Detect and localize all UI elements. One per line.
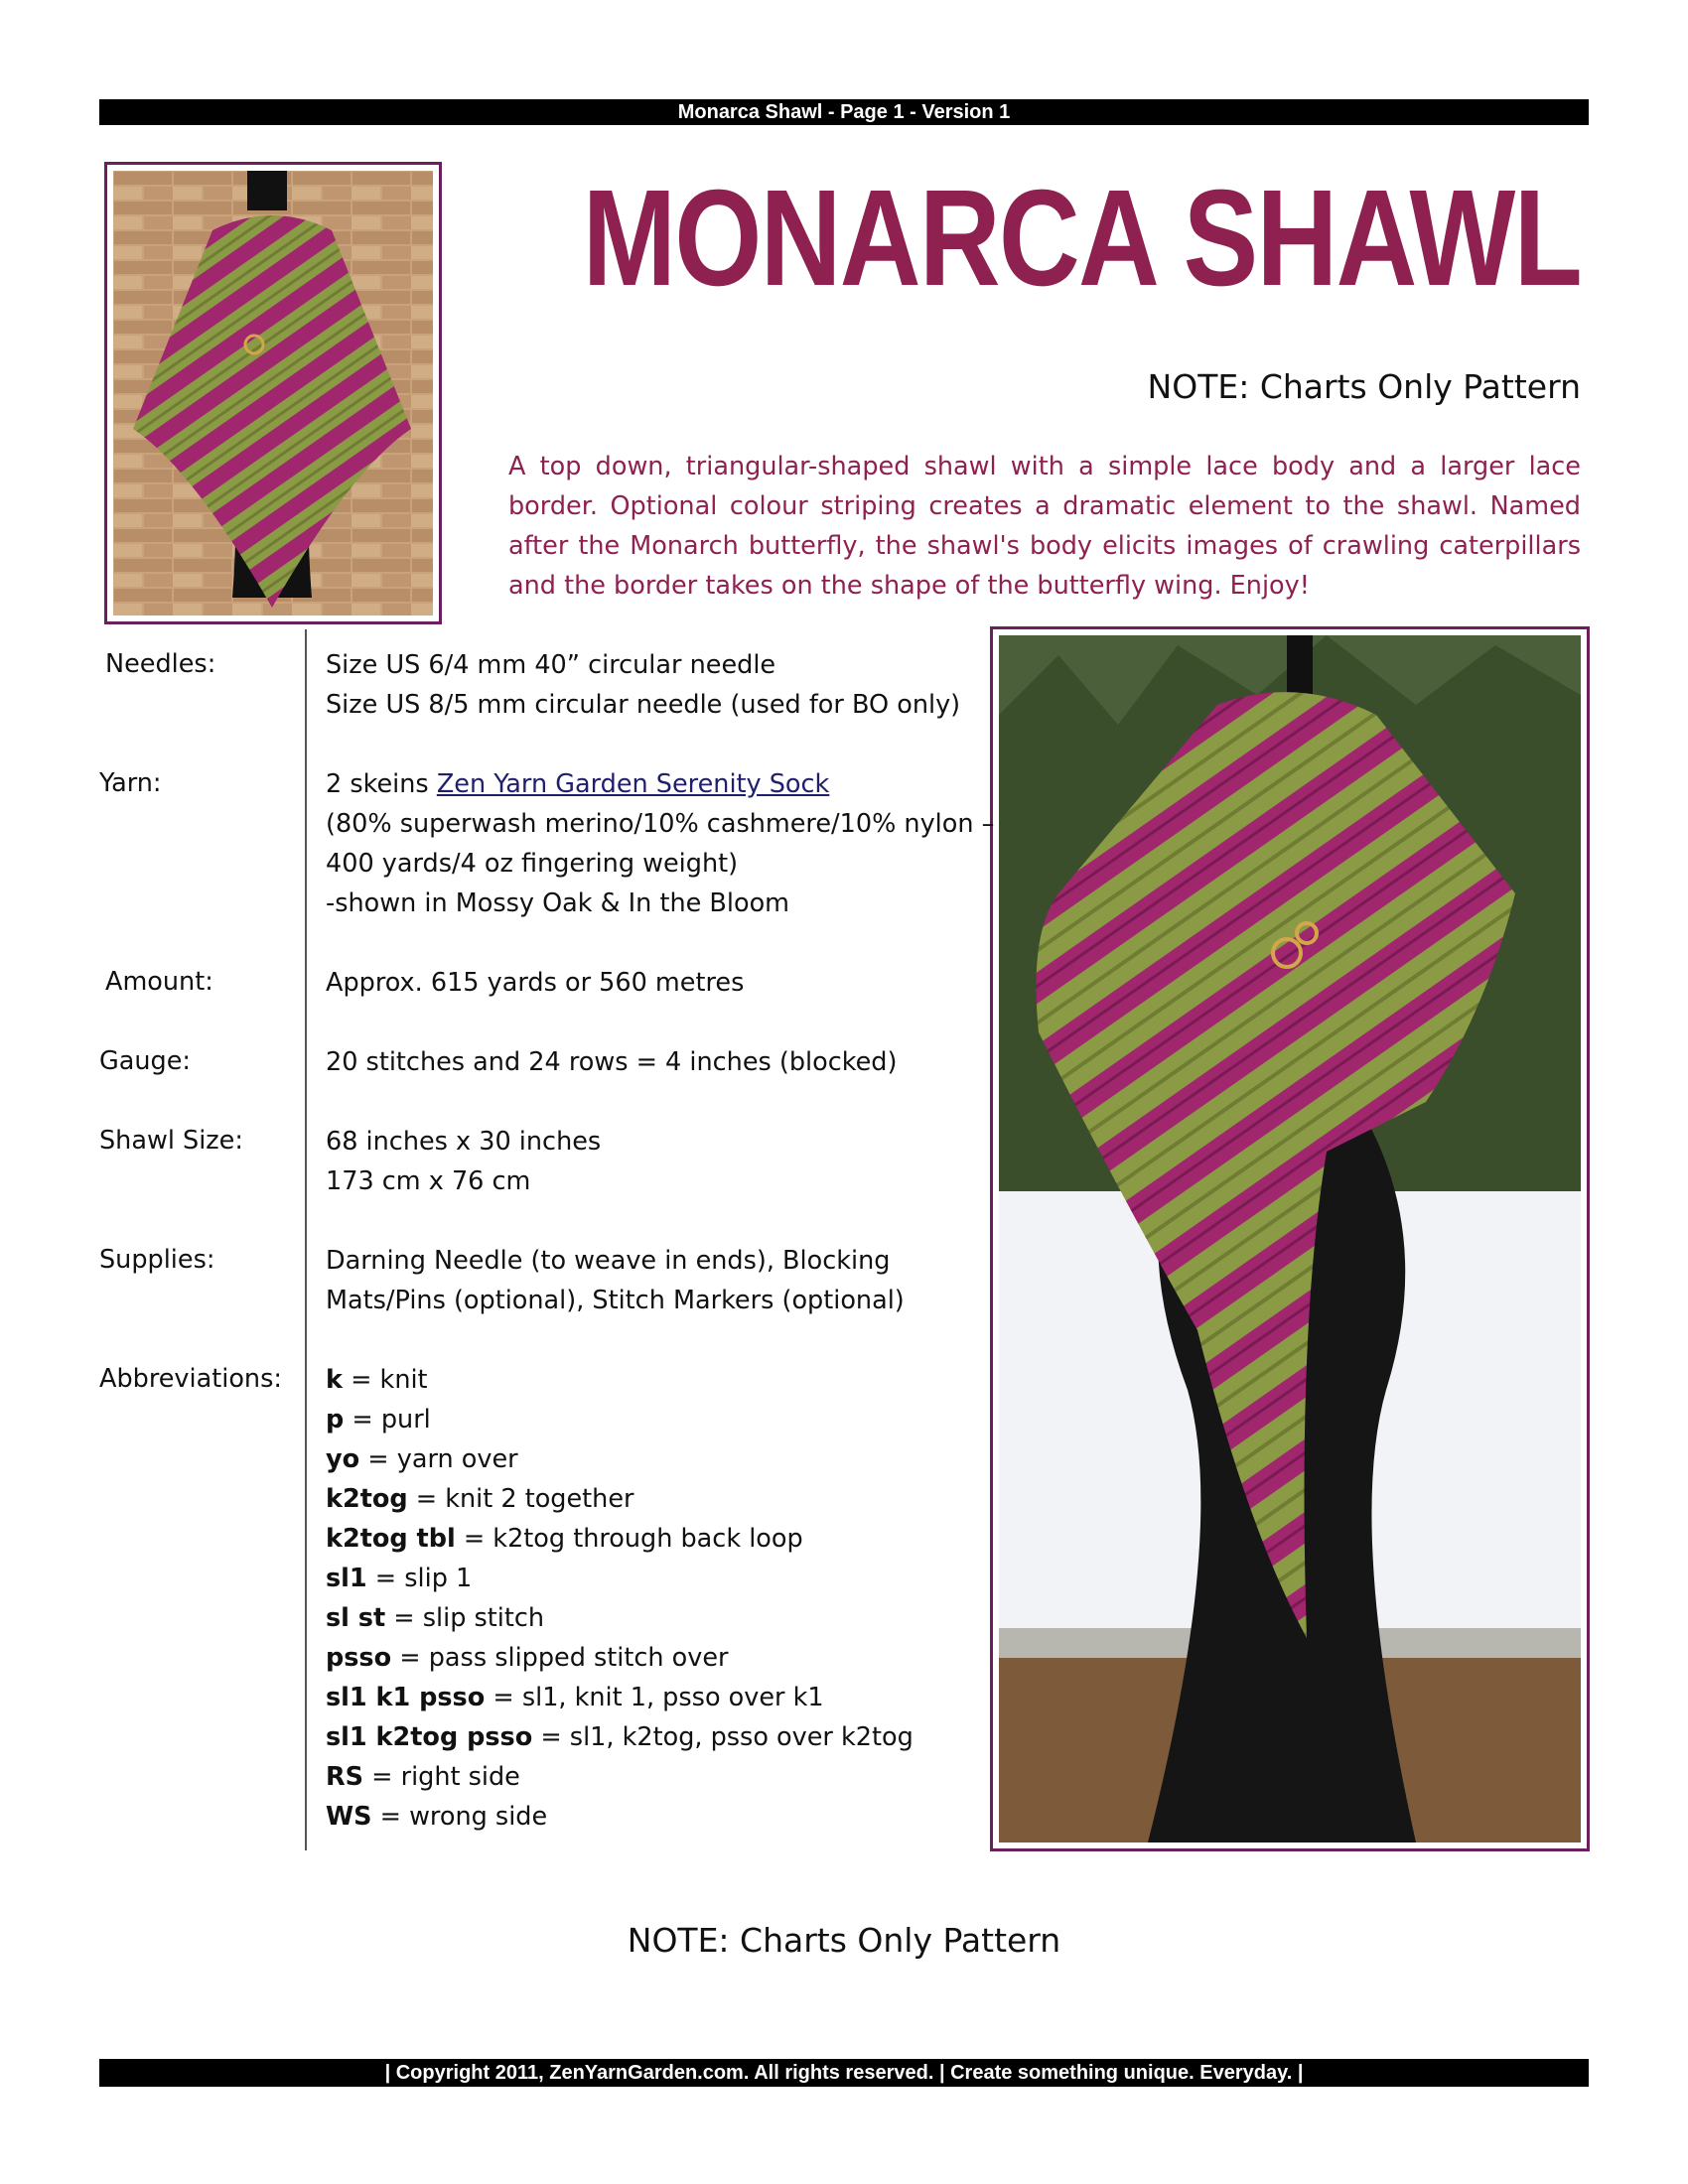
abbreviations-label: Abbreviations: — [99, 1364, 282, 1394]
abbreviations-list — [326, 1360, 914, 1837]
needles-label: Needles: — [105, 649, 216, 679]
spec-divider — [305, 629, 307, 1850]
page-header-bar: Monarca Shawl - Page 1 - Version 1 — [99, 99, 1589, 125]
shawl-photo-small — [104, 162, 442, 624]
shawl-photo-large — [990, 626, 1590, 1851]
abbr-item: psso = pass slipped stitch over — [326, 1643, 729, 1673]
needles-value: Size US 6/4 mm 40” circular needle Size US 8/5 mm circular needle (used for BO only) — [326, 650, 961, 720]
abbr-item: sl1 k1 psso = sl1, knit 1, psso over k1 — [326, 1683, 824, 1712]
abbr-item: yo = yarn over — [326, 1444, 518, 1474]
amount-label: Amount: — [105, 967, 213, 997]
intro-paragraph: A top down, triangular-shaped shawl with a simple lace body and a larger lace border. Optional colour striping creates a dramatic element to the shawl. Named after the Monarch butterfly, the shawl's body elicits images of crawling caterpillars and the border takes on the shape of the butterfly wing. Enjoy! — [508, 452, 1581, 601]
yarn-value: 2 skeins Zen Yarn Garden Serenity Sock (80% superwash merino/10% cashmere/10% nylon – 400 yards/4 oz fingering weight) -shown in Mossy Oak & In the Bloom — [326, 769, 995, 918]
supplies-label: Supplies: — [99, 1245, 215, 1275]
page-footer-bar: | Copyright 2011, ZenYarnGarden.com. All rights reserved. | Create something unique. Everyday. | — [99, 2059, 1589, 2087]
abbr-item: WS = wrong side — [326, 1802, 548, 1832]
shawl-size-value: 68 inches x 30 inches 173 cm x 76 cm — [326, 1127, 602, 1196]
supplies-value: Darning Needle (to weave in ends), Blocking Mats/Pins (optional), Stitch Markers (optional) — [326, 1246, 905, 1315]
gauge-label: Gauge: — [99, 1046, 192, 1076]
abbr-item: sl1 = slip 1 — [326, 1564, 473, 1593]
yarn-label: Yarn: — [99, 768, 162, 798]
abbr-item: sl1 k2tog psso = sl1, k2tog, psso over k2tog — [326, 1722, 914, 1752]
gauge-value: 20 stitches and 24 rows = 4 inches (blocked) — [326, 1047, 898, 1077]
charts-only-note-bottom: NOTE: Charts Only Pattern — [627, 1921, 1061, 1960]
amount-value: Approx. 615 yards or 560 metres — [326, 968, 745, 998]
abbr-item: k2tog = knit 2 together — [326, 1484, 634, 1514]
pattern-title: MONARCA SHAWL — [582, 162, 1581, 315]
shawl-size-label: Shawl Size: — [99, 1126, 243, 1156]
abbr-item: sl st = slip stitch — [326, 1603, 545, 1633]
abbr-item: p = purl — [326, 1405, 431, 1434]
charts-only-note-top: NOTE: Charts Only Pattern — [1147, 367, 1581, 406]
abbr-item: k = knit — [326, 1365, 428, 1395]
abbr-item: RS = right side — [326, 1762, 520, 1792]
yarn-link[interactable]: Zen Yarn Garden Serenity Sock — [436, 769, 830, 799]
abbr-item: k2tog tbl = k2tog through back loop — [326, 1524, 803, 1554]
